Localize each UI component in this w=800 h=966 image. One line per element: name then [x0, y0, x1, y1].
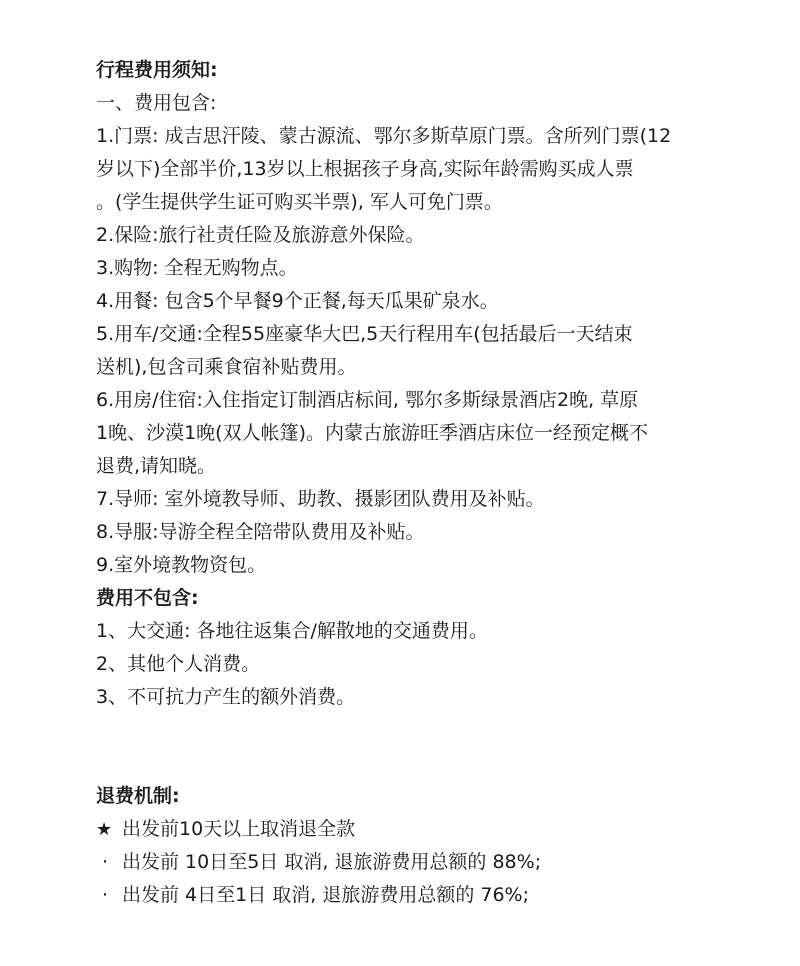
- refund-item-3: [96, 879, 704, 912]
- refund-item-text: 出发前 10日至5日 取消, 退旅游费用总额的 88%;: [122, 851, 542, 873]
- included-line-14: 9.室外境教物资包。: [96, 554, 267, 576]
- bullet-dot-icon: ·: [102, 884, 109, 906]
- included-line-13: 8.导服:导游全程全陪带队费用及补贴。: [96, 521, 425, 543]
- included-subtitle: 一、费用包含:: [96, 92, 217, 114]
- fee-notice-title: 行程费用须知:: [96, 59, 218, 81]
- section-spacer: [96, 714, 704, 780]
- included-line-9: 6.用房/住宿:入住指定订制酒店标间, 鄂尔多斯绿景酒店2晚, 草原: [96, 389, 639, 411]
- included-line-4: 2.保险:旅行社责任险及旅游意外保险。: [96, 224, 425, 246]
- excluded-line-1: 1、大交通: 各地往返集合/解散地的交通费用。: [96, 620, 488, 642]
- star-icon: ★: [96, 819, 113, 840]
- included-line-3: 。(学生提供学生证可购买半票), 军人可免门票。: [96, 191, 503, 213]
- refund-item-2: [96, 846, 704, 879]
- refund-title: 退费机制:: [96, 785, 180, 807]
- included-line-8: 送机),包含司乘食宿补贴费用。: [96, 356, 357, 378]
- refund-item-text: 出发前 4日至1日 取消, 退旅游费用总额的 76%;: [122, 884, 530, 906]
- included-line-10: 1晚、沙漠1晚(双人帐篷)。内蒙古旅游旺季酒店床位一经预定概不: [96, 422, 649, 444]
- included-line-7: 5.用车/交通:全程55座豪华大巴,5天行程用车(包括最后一天结束: [96, 323, 633, 345]
- excluded-title: 费用不包含:: [96, 587, 199, 609]
- refund-item-1: [96, 813, 704, 846]
- included-line-2: 岁以下)全部半价,13岁以上根据孩子身高,实际年龄需购买成人票: [96, 158, 634, 180]
- refund-item-text: 出发前10天以上取消退全款: [122, 818, 356, 840]
- included-line-1: 1.门票: 成吉思汗陵、蒙古源流、鄂尔多斯草原门票。含所列门票(12: [96, 125, 672, 147]
- bullet-dot-icon: ·: [102, 851, 109, 873]
- included-line-5: 3.购物: 全程无购物点。: [96, 257, 298, 279]
- included-line-6: 4.用餐: 包含5个早餐9个正餐,每天瓜果矿泉水。: [96, 290, 499, 312]
- excluded-line-3: 3、不可抗力产生的额外消费。: [96, 686, 356, 708]
- included-line-11: 退费,请知晓。: [96, 455, 217, 477]
- excluded-line-2: 2、其他个人消费。: [96, 653, 261, 675]
- included-line-12: 7.导师: 室外境教导师、助教、摄影团队费用及补贴。: [96, 488, 545, 510]
